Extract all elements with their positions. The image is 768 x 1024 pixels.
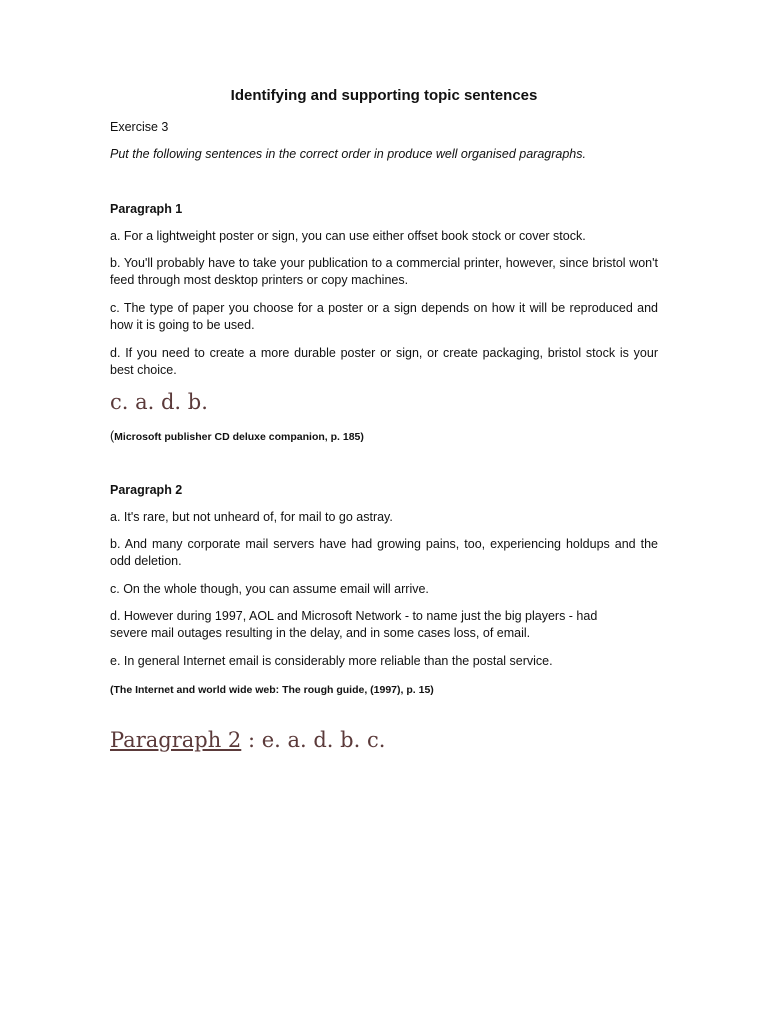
paragraph-1-answer: c. a. d. b. (110, 390, 208, 414)
p1-sentence-d: d. If you need to create a more durable poster or sign, or create packaging, bristol stock is your best choice. (110, 346, 658, 377)
source-text: Microsoft publisher CD deluxe companion, p. 185) (114, 431, 364, 443)
p2-sentence-c: c. On the whole though, you can assume email will arrive. (110, 582, 429, 596)
source-paren: ( (110, 429, 115, 443)
p2-sentence-a: a. It's rare, but not unheard of, for mail to go astray. (110, 510, 393, 524)
paragraph-1-source (110, 428, 658, 446)
paragraph-2-answer-label: Paragraph 2 (110, 728, 242, 752)
paragraph-1-heading: Paragraph 1 (110, 202, 183, 216)
p1-sentence-a: a. For a lightweight poster or sign, you can use either offset book stock or cover stock. (110, 229, 586, 243)
paragraph-2-source: (The Internet and world wide web: The rough guide, (1997), p. 15) (110, 684, 434, 696)
instruction-text: Put the following sentences in the correct order in produce well organised paragraphs. (110, 147, 586, 161)
paragraph-2-answer (110, 728, 385, 752)
exercise-label: Exercise 3 (110, 120, 169, 134)
p1-sentence-c: c. The type of paper you choose for a poster or a sign depends on how it will be reproduced and how it is going to be used. (110, 301, 658, 332)
document-title: Identifying and supporting topic sentences (230, 87, 538, 104)
paragraph-2-heading: Paragraph 2 (110, 483, 183, 497)
p2-sentence-e: e. In general Internet email is considerably more reliable than the postal service. (110, 654, 553, 668)
p1-sentence-b: b. You'll probably have to take your publication to a commercial printer, however, since bristol won't feed through most desktop printers or copy machines. (110, 256, 658, 287)
p2-sentence-b: b. And many corporate mail servers have had growing pains, too, experiencing holdups and the odd deletion. (110, 537, 658, 568)
paragraph-2-answer-order: : e. a. d. b. c. (241, 728, 386, 752)
p2-sentence-d: d. However during 1997, AOL and Microsoft Network - to name just the big players - had severe mail outages resulting in the delay, and in some cases loss, of email. (110, 609, 598, 640)
